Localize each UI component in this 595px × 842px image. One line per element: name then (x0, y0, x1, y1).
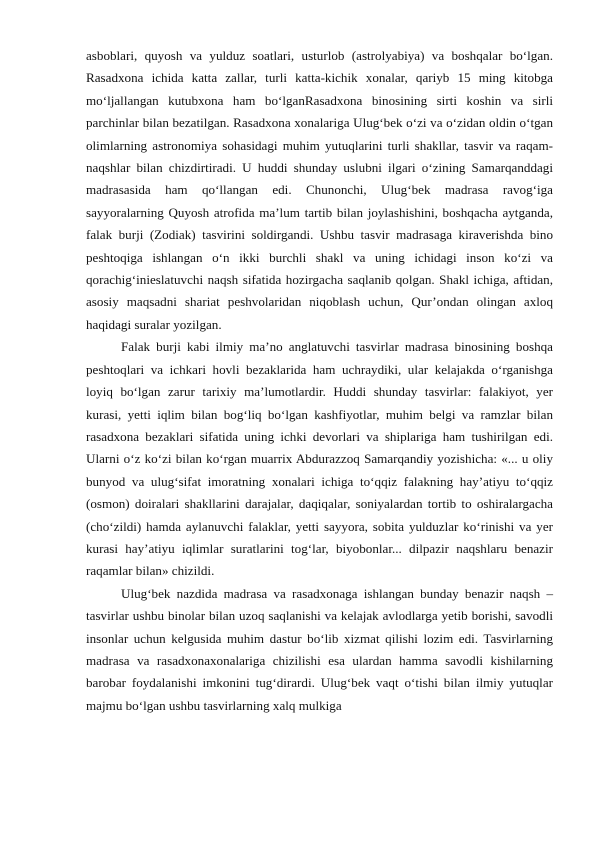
document-page (86, 45, 553, 717)
paragraph-1: asboblari, quyosh va yulduz soatlari, usturlob (astrolyabiya) va boshqalar bo‘lgan. Rasadxona ichida katta zallar, turli katta-kichik xonalar, qariyb 15 ming kitobga mo‘ljallangan kutubxona ham bo‘lganRasadxona binosining sirti koshin va sirli parchinlar bilan bezatilgan. Rasadxona xonalariga Ulug‘bek o‘zi va o‘zidan oldin o‘tgan olimlarning astronomiya sohasidagi muhim yutuqlarini turli shakllar, tasvir va raqam-naqshlar bilan chizdirtiradi. U huddi shunday uslubni ilgari o‘zining Samarqanddagi madrasasida ham qo‘llangan edi. Chunonchi, Ulug‘bek madrasa ravog‘iga sayyoralarning Quyosh atrofida ma’lum tartib bilan joylashishini, boshqacha aytganda, falak burji (Zodiak) tasvirini soldirgandi. Ushbu tasvir madrasaga kiraverishda bino peshtoqiga ishlangan o‘n ikki burchli shakl va uning ichidagi inson ko‘zi va qorachig‘inieslatuvchi naqsh sifatida hozirgacha saqlanib qolgan. Shakl ichiga, aftidan, asosiy maqsadni shariat peshvolaridan niqoblash uchun, Qur’ondan olingan axloq haqidagi suralar yozilgan. (86, 48, 553, 332)
paragraph-3: Ulug‘bek nazdida madrasa va rasadxonaga ishlangan bunday benazir naqsh – tasvirlar ushbu binolar bilan uzoq saqlanishi va kelajak avlodlarga yetib borishi, savodli insonlar uchun kelgusida muhim dastur bo‘lib xizmat qilishi lozim edi. Tasvirlarning madrasa va rasadxonaxonalariga chizilishi esa ulardan hamma savodli kishilarning barobar foydalanishi imkonini tug‘dirardi. Ulug‘bek vaqt o‘tishi bilan ilmiy yutuqlar majmu bo‘lgan ushbu tasvirlarning xalq mulkiga (86, 585, 553, 713)
paragraph-2: Falak burji kabi ilmiy ma’no anglatuvchi tasvirlar madrasa binosining boshqa peshtoqlari va ichkari hovli bezaklarida ham uchraydiki, ular kelajakda o‘rganishga loyiq bo‘lgan zarur tarixiy ma’lumotlardir. Huddi shunday tasvirlar: falakiyot, yer kurasi, yetti iqlim bilan bog‘liq bo‘lgan kashfiyotlar, muhim belgi va ramzlar bilan rasadxona bezaklari sifatida uning ichki devorlari va shiplariga ham tushirilgan edi. Ularni o‘z ko‘zi bilan ko‘rgan muarrix Abdurazzoq Samarqandiy yozishicha: «... u oliy bunyod va ulug‘sifat imoratning xonalari ichiga to‘qqiz falakning hay’atiyu to‘qqiz (osmon) doiralari shakllarini darajalar, daqiqalar, soniyalardan tortib to oshiralargacha (cho‘zildi) hamda aylanuvchi falaklar, yetti sayyora, sobita yulduzlar ko‘rinishi va yer kurasi hay’atiyu iqlimlar suratlarini tog‘lar, biyobonlar... dilpazir naqshlaru benazir raqamlar bilan» chizildi. (86, 339, 553, 579)
